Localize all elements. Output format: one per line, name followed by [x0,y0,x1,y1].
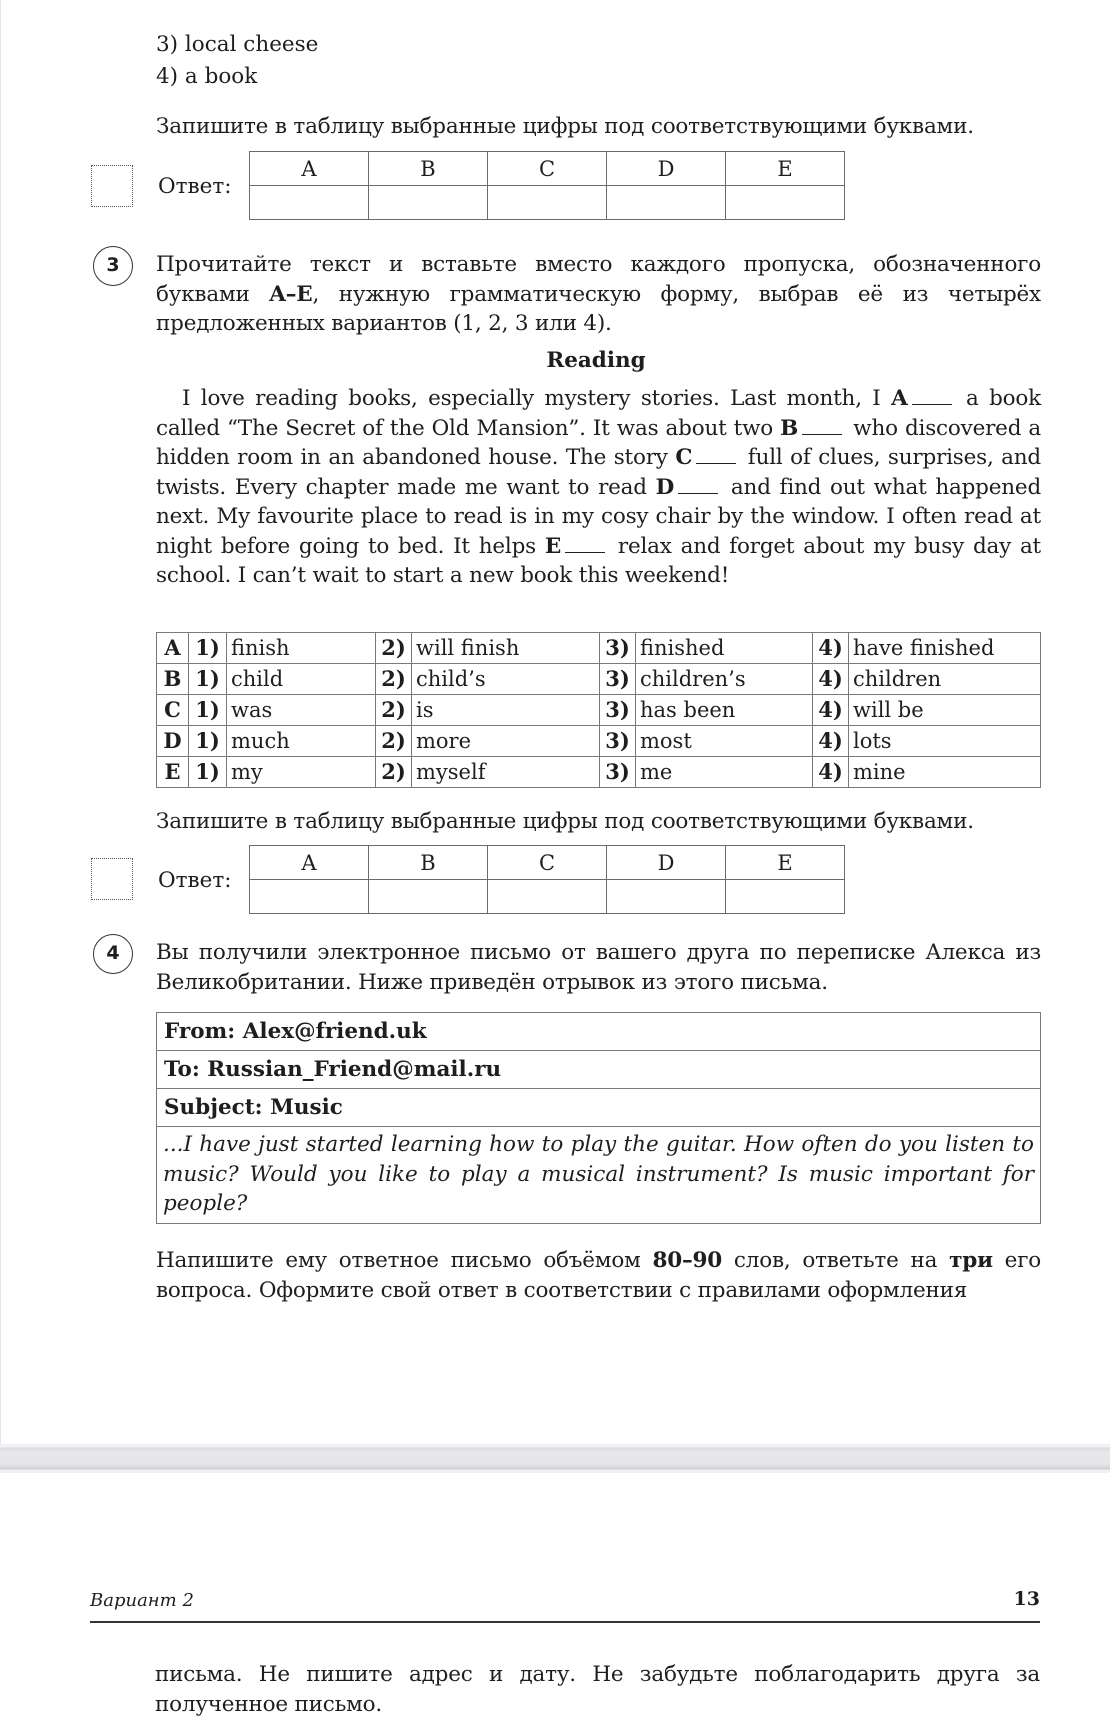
choice-number: 3) [600,695,636,726]
answer-cell-a[interactable] [250,880,369,914]
email-to: To: Russian_Friend@mail.ru [157,1051,1041,1089]
choice-text: was [227,695,376,726]
answer-cell-c[interactable] [488,880,607,914]
choice-text: myself [412,757,600,788]
options-row-letter: D [157,726,189,757]
answer-col-e: E [726,152,845,186]
answer-col-a: A [250,152,369,186]
gap-blank-c [696,445,736,464]
text-segment: relax and forget about my busy day at school. I can’t wait to start a new book this weekend! [156,533,1041,588]
answer-table-task2 [249,151,845,220]
word-count-range: 80–90 [652,1248,723,1273]
gap-blank-a [912,386,952,405]
options-row-e [157,757,1041,788]
choice-number: 2) [376,695,412,726]
choice-number: 4) [813,695,849,726]
options-row-letter: A [157,633,189,664]
gap-label-a: A [891,386,908,411]
instruction-bold-range: A–E [269,281,313,307]
choice-text: mine [849,757,1041,788]
choice-number: 4) [813,726,849,757]
choice-text: children [849,664,1041,695]
options-row-letter: E [157,757,189,788]
options-row-d [157,726,1041,757]
choice-text: will be [849,695,1041,726]
answer-col-c: C [488,846,607,880]
choice-text: have finished [849,633,1041,664]
answer-instruction-2: Запишите в таблицу выбранные цифры под соответствующими буквами. [156,809,974,834]
gap-label-c: C [675,445,693,470]
answer-cell-e[interactable] [726,186,845,220]
choice-number: 2) [376,664,412,695]
choice-number: 2) [376,633,412,664]
options-row-a [157,633,1041,664]
gap-label-b: B [780,415,799,441]
choice-number: 4) [813,633,849,664]
answer-cell-a[interactable] [250,186,369,220]
task-number-4: 4 [93,934,133,974]
choice-text: finished [636,633,813,664]
answer-col-b: B [369,846,488,880]
choice-text: child [227,664,376,695]
answer-label-1: Ответ: [158,174,232,199]
answer-value-row [250,186,845,220]
choice-text: children’s [636,664,813,695]
email-body: ...I have just started learning how to play the guitar. How often do you listen to music? Would you like to play a musical instrument? Is music important for people? [157,1127,1041,1224]
score-box-task3 [91,858,133,900]
choice-text: most [636,726,813,757]
answer-cell-b[interactable] [369,880,488,914]
score-box-task2 [91,165,133,207]
text-segment: and find out what happened next. My favourite place to read is in my cosy chair by the window. I often read at night before going to bed. It helps [156,474,1042,559]
text-segment: его вопроса. Оформите свой ответ в соответствии с правилами оформления [156,1248,1042,1303]
options-row-letter: C [157,695,189,726]
gap-blank-b [802,416,842,435]
choice-text: me [636,757,813,788]
text-segment: a book called “The Secret of the Old Mansion”. It was about two [156,386,1041,441]
answer-instruction-1: Запишите в таблицу выбранные цифры под соответствующими буквами. [156,114,974,139]
answer-header-row [250,152,845,186]
choice-text: my [227,757,376,788]
instruction-text: , нужную грамматическую форму, выбрав её из четырёх предложенных вариантов (1, 2, 3 или 4). [156,281,1041,336]
choice-text: will finish [412,633,600,664]
email-excerpt [156,1012,1041,1224]
text-segment: слов, ответьте на [722,1248,950,1273]
answer-cell-b[interactable] [369,186,488,220]
answer-col-c: C [488,152,607,186]
footer-variant: Вариант 2 [90,1590,194,1611]
choice-number: 4) [813,757,849,788]
answer-label-2: Ответ: [158,868,232,893]
task4-continuation: письма. Не пишите адрес и дату. Не забудьте поблагодарить друга за полученное письмо. [155,1662,1040,1717]
answer-cell-d[interactable] [607,880,726,914]
question-count: три [949,1248,993,1273]
choice-number: 1) [189,664,227,695]
choice-number: 4) [813,664,849,695]
choice-number: 3) [600,664,636,695]
gap-blank-e [565,534,605,553]
answer-col-d: D [607,152,726,186]
reading-text [156,384,1041,591]
page-separator [0,1444,1110,1473]
choice-number: 2) [376,726,412,757]
choice-number: 1) [189,726,227,757]
answer-cell-d[interactable] [607,186,726,220]
choice-text: has been [636,695,813,726]
task-number-3: 3 [93,246,133,286]
answer-table-task3 [249,845,845,914]
choice-number: 1) [189,695,227,726]
text-segment: who discovered a hidden room in an abandoned house. The story [156,415,1041,470]
choice-number: 1) [189,757,227,788]
choice-number: 1) [189,633,227,664]
option-text: a book [184,64,258,89]
option-text: local cheese [184,32,319,57]
answer-col-d: D [607,846,726,880]
gap-label-e: E [544,533,562,559]
task4-instructions [156,1246,1041,1305]
choice-text: finish [227,633,376,664]
choice-text: much [227,726,376,757]
choice-number: 3) [600,757,636,788]
reading-title: Reading [546,348,646,373]
options-row-c [157,695,1041,726]
email-from: From: Alex@friend.uk [157,1013,1041,1051]
choice-number: 2) [376,757,412,788]
option-number: 4) [156,64,179,89]
choice-text: more [412,726,600,757]
answer-cell-c[interactable] [488,186,607,220]
footer-rule [90,1621,1040,1623]
answer-col-a: A [250,846,369,880]
answer-col-b: B [369,152,488,186]
choice-number: 3) [600,633,636,664]
option-number: 3) [156,32,179,57]
instruction-text: Прочитайте текст и вставьте вместо каждого пропуска, обозначенного буквами [156,252,1041,307]
task3-instruction [156,250,1041,339]
choice-text: is [412,695,600,726]
option-4 [156,64,257,89]
options-row-letter: B [157,664,189,695]
answer-value-row [250,880,845,914]
text-segment: full of clues, surprises, and twists. Every chapter made me want to read [156,445,1041,500]
gap-label-d: D [655,474,675,500]
options-table [156,632,1041,788]
answer-col-e: E [726,846,845,880]
answer-cell-e[interactable] [726,880,845,914]
text-segment: Напишите ему ответное письмо объёмом [156,1248,653,1273]
choice-text: lots [849,726,1041,757]
gap-blank-d [678,475,718,494]
choice-number: 3) [600,726,636,757]
email-subject: Subject: Music [157,1089,1041,1127]
text-segment: I love reading books, especially mystery stories. Last month, I [182,386,892,411]
footer-page-number: 13 [1013,1588,1040,1610]
options-row-b [157,664,1041,695]
option-3 [156,32,318,57]
choice-text: child’s [412,664,600,695]
task4-intro: Вы получили электронное письмо от вашего друга по переписке Алекса из Великобритании. Ниже приведён отрывок из этого письма. [156,940,1041,995]
answer-header-row [250,846,845,880]
